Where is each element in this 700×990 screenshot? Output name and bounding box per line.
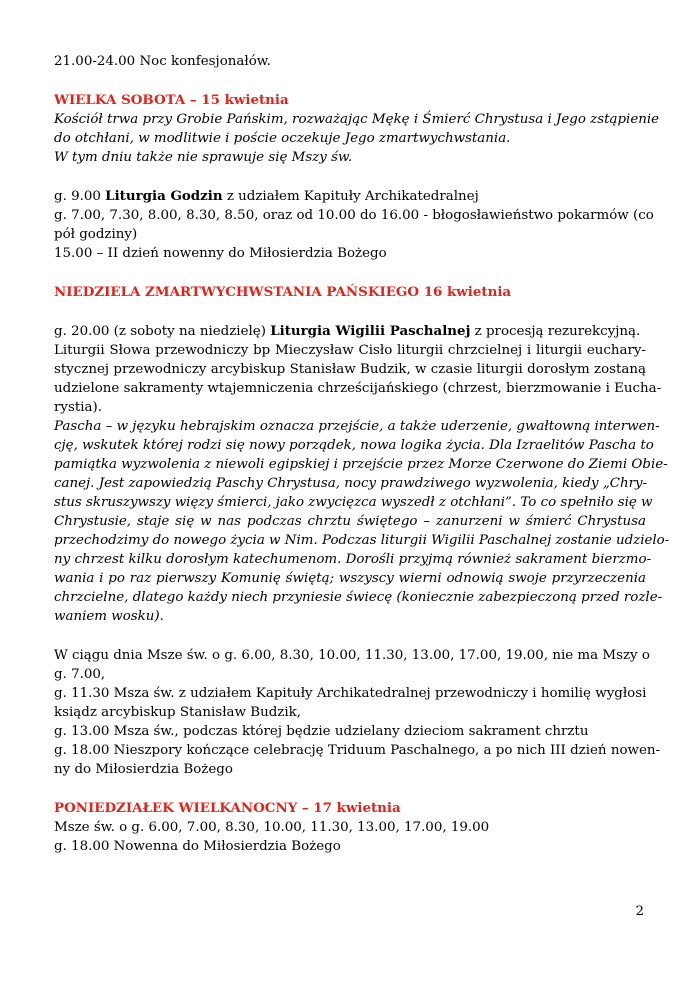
pascha-line: przechodzimy do nowego życia w Nim. Podczas liturgii Wigilii Paschalnej zostanie udzielo- (54, 533, 670, 548)
pascha-explanation (54, 417, 670, 626)
pascha-line: Pascha – w języku hebrajskim oznacza przejście, a także uderzenie, gwałtowną interwen- (54, 419, 660, 434)
mass-1130-line: g. 11.30 Msza św. z udziałem Kapituły Archikatedralnej przewodniczy i homilię wygłosi (54, 686, 647, 701)
easter-sunday-heading: NIEDZIELA ZMARTWYCHWSTANIA PAŃSKIEGO 16 kwietnia (54, 284, 512, 300)
vespers-line: ny do Miłosierdzia Bożego (54, 762, 233, 777)
easter-vigil-line (54, 322, 646, 341)
holy-saturday-heading: WIELKA SOBOTA – 15 kwietnia (54, 92, 289, 108)
page-number: 2 (635, 904, 644, 919)
easter-monday-novena-line: g. 18.00 Nowenna do Miłosierdzia Bożego (54, 839, 341, 854)
easter-vigil-description (54, 341, 662, 417)
liturgy-of-hours-title: Liturgia Godzin (105, 188, 223, 204)
liturgy-of-hours-detail: z udziałem Kapituły Archikatedralnej (222, 189, 479, 204)
food-blessing-line: g. 7.00, 7.30, 8.00, 8.30, 8.50, oraz od 10.00 do 16.00 - błogosławieństwo pokarmów (co (54, 208, 654, 223)
intro-line: W tym dniu także nie sprawuje się Mszy św. (54, 150, 353, 165)
mass-1130-line: ksiądz arcybiskup Stanisław Budzik, (54, 705, 301, 720)
easter-vigil-detail: z procesją rezurekcyjną. (470, 324, 641, 339)
pascha-line: wania i po raz pierwszy Komunię świętą; wszyscy wierni odnowią swoje przyrzeczenia (54, 571, 646, 586)
confession-night-line: 21.00-24.00 Noc konfesjonałów. (54, 54, 271, 69)
mass-1300-line: g. 13.00 Msza św., podczas której będzie udzielany dzieciom sakrament chrztu (54, 724, 589, 739)
easter-vigil-time: g. 20.00 (z soboty na niedzielę) (54, 324, 271, 339)
vigil-line: udzielone sakramenty wtajemniczenia chrześcijańskiego (chrzest, bierzmowanie i Eucha- (54, 381, 662, 396)
novena-day-2-line: 15.00 – II dzień nowenny do Miłosierdzia Bożego (54, 246, 387, 261)
pascha-line: ny chrzest kilku dorosłym katechumenom. Dorośli przyjmą również sakrament bierzmo- (54, 552, 652, 567)
sunday-masses-line: W ciągu dnia Msze św. o g. 6.00, 8.30, 10.00, 11.30, 13.00, 17.00, 19.00, nie ma Mszy o (54, 648, 650, 663)
pascha-line: cję, wskutek której rodzi się nowy porządek, nowa logika życia. Dla Izraelitów Pascha to (54, 438, 654, 453)
pascha-line: stus skruszywszy więzy śmierci, jako zwycięzca wyszedł z otchłani”. To co spełniło się w (54, 495, 653, 510)
pascha-line: pamiątka wyzwolenia z niewoli egipskiej i przejście przez Morze Czerwone do Ziemi Obie- (54, 457, 668, 472)
easter-monday-masses-line: Msze św. o g. 6.00, 7.00, 8.30, 10.00, 11.30, 13.00, 17.00, 19.00 (54, 820, 490, 835)
pascha-line: canej. Jest zapowiedzią Paschy Chrystusa, nocy prawdziwego wyzwolenia, kiedy „Chry- (54, 476, 648, 491)
vigil-line: Liturgii Słowa przewodniczy bp Mieczysław Cisło liturgii chrzcielnej i liturgii euchary- (54, 343, 646, 358)
food-blessing-line: pół godziny) (54, 227, 138, 242)
intro-line: do otchłani, w modlitwie i poście oczekuje Jego zmartwychwstania. (54, 131, 511, 146)
vigil-line: stycznej przewodniczy arcybiskup Stanisław Budzik, w czasie liturgii dorosłym zostaną (54, 362, 646, 377)
document-page (54, 52, 670, 856)
pascha-line: waniem wosku). (54, 609, 164, 624)
easter-vigil-title: Liturgia Wigilii Paschalnej (270, 323, 471, 339)
holy-saturday-intro (54, 110, 660, 167)
vigil-line: rystia). (54, 400, 102, 415)
liturgy-of-hours-line (54, 187, 646, 206)
pascha-line: Chrystusie, staje się w nas podczas chrztu świętego – zanurzeni w śmierć Chrystusa (54, 514, 646, 529)
vespers-line: g. 18.00 Nieszpory kończące celebrację Triduum Paschalnego, a po nich III dzień nowen- (54, 743, 661, 758)
pascha-line: chrzcielne, dlatego każdy niech przyniesie świecę (koniecznie zabezpieczoną przed rozle- (54, 590, 663, 605)
easter-monday-heading: PONIEDZIAŁEK WIELKANOCNY – 17 kwietnia (54, 800, 401, 816)
liturgy-of-hours-time: g. 9.00 (54, 189, 106, 204)
sunday-masses-line: g. 7.00, (54, 667, 106, 682)
intro-line: Kościół trwa przy Grobie Pańskim, rozważając Mękę i Śmierć Chrystusa i Jego zstąpienie (54, 112, 660, 127)
